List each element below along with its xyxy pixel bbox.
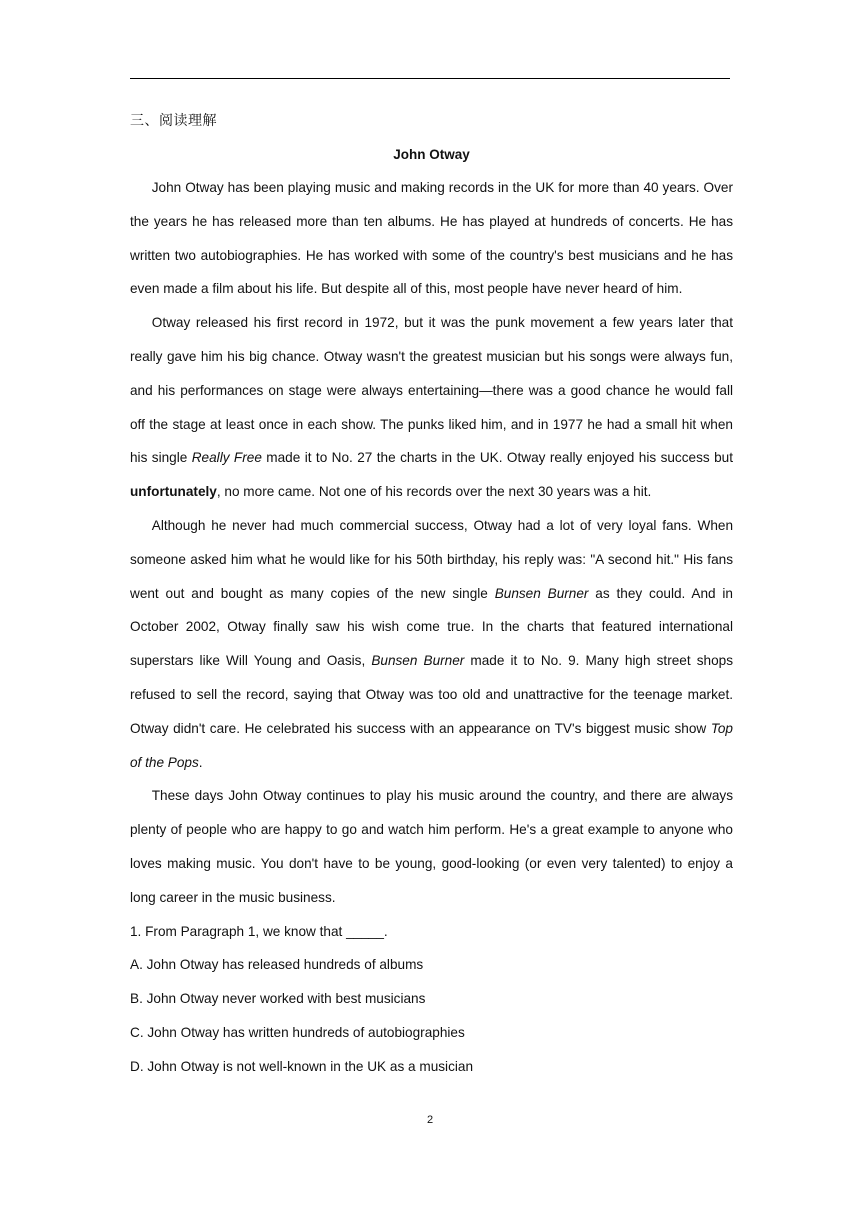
paragraph-2-text-b: made it to No. 27 the charts in the UK. Otway really enjoyed his success but [261, 450, 733, 466]
question-1-option-a: A. John Otway has released hundreds of albums [130, 957, 424, 973]
section-heading: 三、阅读理解 [130, 113, 217, 129]
paragraph-3 [130, 509, 733, 779]
paragraph-3-text-b: as they could. And in October 2002, Otway finally saw his wish come true. In the charts that featured international superstars like Will Young and Oasis, [130, 585, 733, 669]
bold-word-unfortunately: unfortunately [130, 484, 217, 500]
paragraph-3-text-d: . [198, 754, 203, 770]
question-1-option-b: B. John Otway never worked with best musicians [130, 991, 426, 1007]
single-title-really-free: Really Free [191, 450, 262, 466]
page-number: 2 [426, 1114, 434, 1126]
show-title-top-of-the-pops: Top of the Pops [130, 720, 733, 770]
question-1-stem: 1. From Paragraph 1, we know that _____. [130, 923, 388, 939]
paragraph-2 [130, 306, 733, 509]
paragraph-4: These days John Otway continues to play his music around the country, and there are always plenty of people who are happy to go and watch him perform. He's a great example to anyone who loves making music. You don't have to be young, good-looking (or even very talented) to enjoy a long career in the music business. [130, 788, 733, 905]
paragraph-1: John Otway has been playing music and making records in the UK for more than 40 years. Over the years he has released more than ten albums. He has played at hundreds of concerts. He has written two autobiographies. He has worked with some of the country's best musicians and he has even made a film about his life. But despite all of this, most people have never heard of him. [130, 180, 733, 297]
single-title-bunsen-burner: Bunsen Burner [494, 585, 589, 601]
single-title-bunsen-burner-2: Bunsen Burner [371, 653, 465, 669]
question-1-option-d: D. John Otway is not well-known in the UK as a musician [130, 1058, 474, 1074]
paragraph-3-text-a: Although he never had much commercial success, Otway had a lot of very loyal fans. When someone asked him what he would like for his 50th birthday, his reply was: "A second hit." His fans went out and bought as many copies of the new single [130, 517, 733, 601]
paragraph-2-text-a: Otway released his first record in 1972, but it was the punk movement a few years later that really gave him his big chance. Otway wasn't the greatest musician but his songs were always fun, and his performances on stage were always entertaining—there was a good chance he would fall off the stage at least once in each show. The punks liked him, and in 1977 he had a small hit when his single [130, 315, 733, 466]
header-rule [130, 78, 730, 79]
article-body [130, 171, 733, 1084]
question-1-option-c: C. John Otway has written hundreds of autobiographies [130, 1024, 465, 1040]
paragraph-2-text-c: , no more came. Not one of his records over the next 30 years was a hit. [216, 484, 652, 500]
paragraph-3-text-c: made it to No. 9. Many high street shops refused to sell the record, saying that Otway was too old and unattractive for the teenage market. Otway didn't care. He celebrated his success with an appearance on TV's biggest music show [130, 653, 733, 736]
article-title: John Otway [393, 147, 470, 162]
